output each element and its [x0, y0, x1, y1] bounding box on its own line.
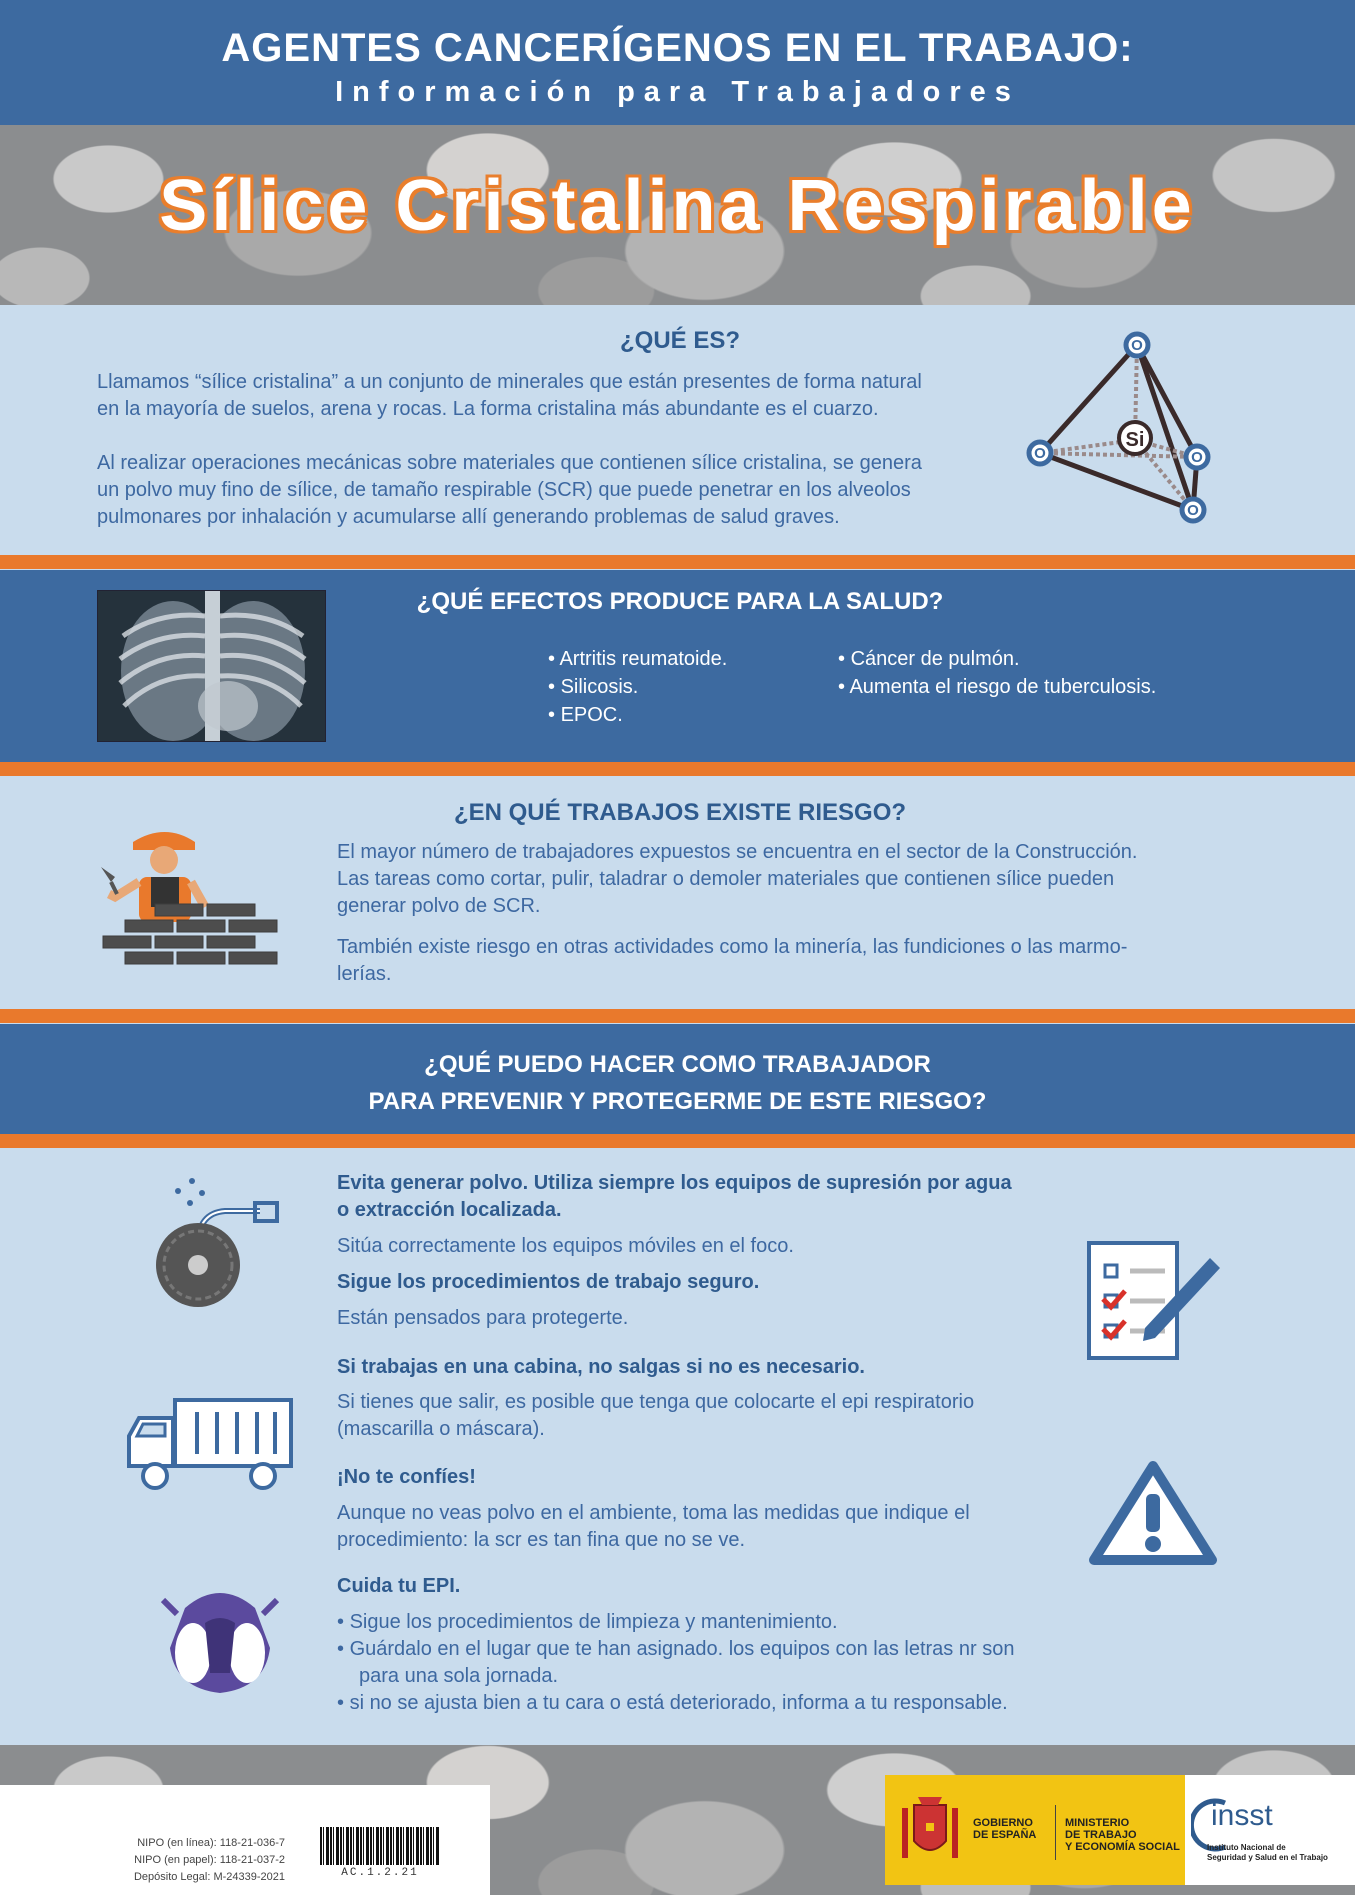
orange-divider [0, 555, 1355, 569]
ministerio-label: Y ECONOMÍA SOCIAL [1065, 1841, 1180, 1853]
checklist-icon [1085, 1233, 1225, 1363]
list-item: • EPOC. [548, 701, 727, 729]
truck-icon [125, 1396, 295, 1496]
paragraph-line: También existe riesgo en otras actividades como la minería, las fundiciones o las marmo- [337, 936, 1128, 958]
gobierno-label: GOBIERNO [973, 1817, 1033, 1829]
section-heading: ¿EN QUÉ TRABAJOS EXISTE RIESGO? [453, 799, 907, 826]
paragraph-line: El mayor número de trabajadores expuestos se encuentra en el sector de la Construcción. [337, 841, 1138, 863]
list-item: • Aumenta el riesgo de tuberculosis. [838, 673, 1156, 701]
insst-name: Instituto Nacional de [1207, 1843, 1286, 1852]
header-band [0, 0, 1355, 125]
list-item: • Sigue los procedimientos de limpieza y mantenimiento. [337, 1609, 1077, 1636]
list-item: • si no se ajusta bien a tu cara o está deteriorado, informa a tu responsable. [337, 1690, 1077, 1717]
section-que-es [0, 305, 1355, 555]
warning-icon [1088, 1458, 1218, 1568]
measure-title: Sigue los procedimientos de trabajo seguro. [337, 1271, 760, 1293]
section-efectos [0, 570, 1355, 762]
measure-text: Aunque no veas polvo en el ambiente, toma las medidas que indique el [337, 1502, 970, 1524]
measure-text: procedimiento: la scr es tan fina que no se ve. [337, 1529, 746, 1551]
silica-tetrahedron-icon [1025, 325, 1235, 525]
orange-divider [0, 1134, 1355, 1148]
insst-logo-box [1185, 1775, 1355, 1885]
section-heading-line: ¿QUÉ PUEDO HACER COMO TRABAJADOR [424, 1051, 931, 1078]
paragraph-line: Llamamos “sílice cristalina” a un conjunto de minerales que están presentes de forma natural [97, 371, 922, 393]
page-title: AGENTES CANCERÍGENOS EN EL TRABAJO: [221, 26, 1134, 70]
list-item: • Cáncer de pulmón. [838, 645, 1156, 673]
measure-title: Evita generar polvo. Utiliza siempre los equipos de supresión por agua [337, 1172, 1012, 1194]
orange-divider [0, 1009, 1355, 1023]
orange-divider [0, 762, 1355, 776]
paragraph-line: generar polvo de SCR. [337, 895, 541, 917]
nipo-paper: NIPO (en papel): 118-21-037-2 [134, 1854, 285, 1866]
o-label: O [1131, 337, 1143, 354]
nipo-online: NIPO (en línea): 118-21-036-7 [137, 1837, 285, 1849]
measure-title: ¡No te confíes! [337, 1466, 476, 1488]
paragraph-line: en la mayoría de suelos, arena y rocas. La forma cristalina más abundante es el cuarzo. [97, 398, 879, 420]
measure-text: Si tienes que salir, es posible que tenga que colocarte el epi respiratorio [337, 1391, 975, 1413]
section-prevenir [0, 1024, 1355, 1134]
section-trabajos [0, 777, 1355, 1009]
chest-xray-image [97, 590, 326, 742]
barcode-text: AC.1.2.21 [341, 1867, 419, 1879]
legal-deposit: Depósito Legal: M-24339-2021 [133, 1871, 285, 1883]
list-item: • Artritis reumatoide. [548, 645, 727, 673]
barcode [320, 1827, 440, 1865]
measure-title: Cuida tu EPI. [337, 1575, 461, 1597]
hero-title: Sílice Cristalina Respirable [159, 166, 1196, 246]
section-heading: ¿QUÉ EFECTOS PRODUCE PARA LA SALUD? [416, 588, 944, 615]
section-heading-line: PARA PREVENIR Y PROTEGERME DE ESTE RIESGO? [368, 1088, 987, 1115]
effects-list-1 [548, 645, 727, 729]
section-heading: ¿QUÉ ES? [619, 327, 740, 354]
water-saw-icon [150, 1173, 290, 1308]
paragraph-line: Al realizar operaciones mecánicas sobre materiales que contienen sílice cristalina, se genera [97, 452, 922, 474]
insst-name: Seguridad y Salud en el Trabajo [1207, 1853, 1328, 1862]
measure-text: Sitúa correctamente los equipos móviles en el foco. [337, 1235, 794, 1257]
logo-divider [1055, 1805, 1056, 1860]
list-item: • Guárdalo en el lugar que te han asignado. los equipos con las letras nr son para una sola jornada. [337, 1636, 1077, 1690]
measure-text: Están pensados para protegerte. [337, 1307, 629, 1329]
si-label: Si [1125, 429, 1145, 451]
epi-care-list [337, 1609, 1077, 1717]
page-subtitle: Información para Trabajadores [335, 76, 1020, 108]
footer [0, 1745, 1355, 1895]
o-label: O [1034, 445, 1046, 462]
effects-list-2 [838, 645, 1156, 701]
section-medidas [0, 1148, 1355, 1745]
measure-title: o extracción localizada. [337, 1199, 562, 1221]
government-logo-box [885, 1775, 1185, 1885]
respirator-mask-icon [155, 1578, 285, 1698]
measure-text: (mascarilla o máscara). [337, 1418, 545, 1440]
paragraph-line: Las tareas como cortar, pulir, taladrar o demoler materiales que contienen sílice pueden [337, 868, 1115, 890]
paragraph-line: un polvo muy fino de sílice, de tamaño respirable (SCR) que puede penetrar en los alveolos [97, 479, 911, 501]
ministerio-label: MINISTERIO [1065, 1817, 1130, 1829]
paragraph-line: pulmonares por inhalación y acumularse allí generando problemas de salud graves. [97, 506, 840, 528]
o-label: O [1187, 502, 1199, 519]
coat-of-arms-icon [900, 1793, 960, 1868]
o-label: O [1191, 449, 1203, 466]
insst-logo-text: insst [1211, 1799, 1273, 1832]
measure-title: Si trabajas en una cabina, no salgas si no es necesario. [337, 1356, 865, 1378]
hero-banner [0, 125, 1355, 305]
bricklayer-icon [95, 822, 285, 972]
paragraph-line: lerías. [337, 963, 392, 985]
list-item: • Silicosis. [548, 673, 727, 701]
ministerio-label: DE TRABAJO [1065, 1829, 1137, 1841]
gobierno-label: DE ESPAÑA [973, 1829, 1037, 1841]
